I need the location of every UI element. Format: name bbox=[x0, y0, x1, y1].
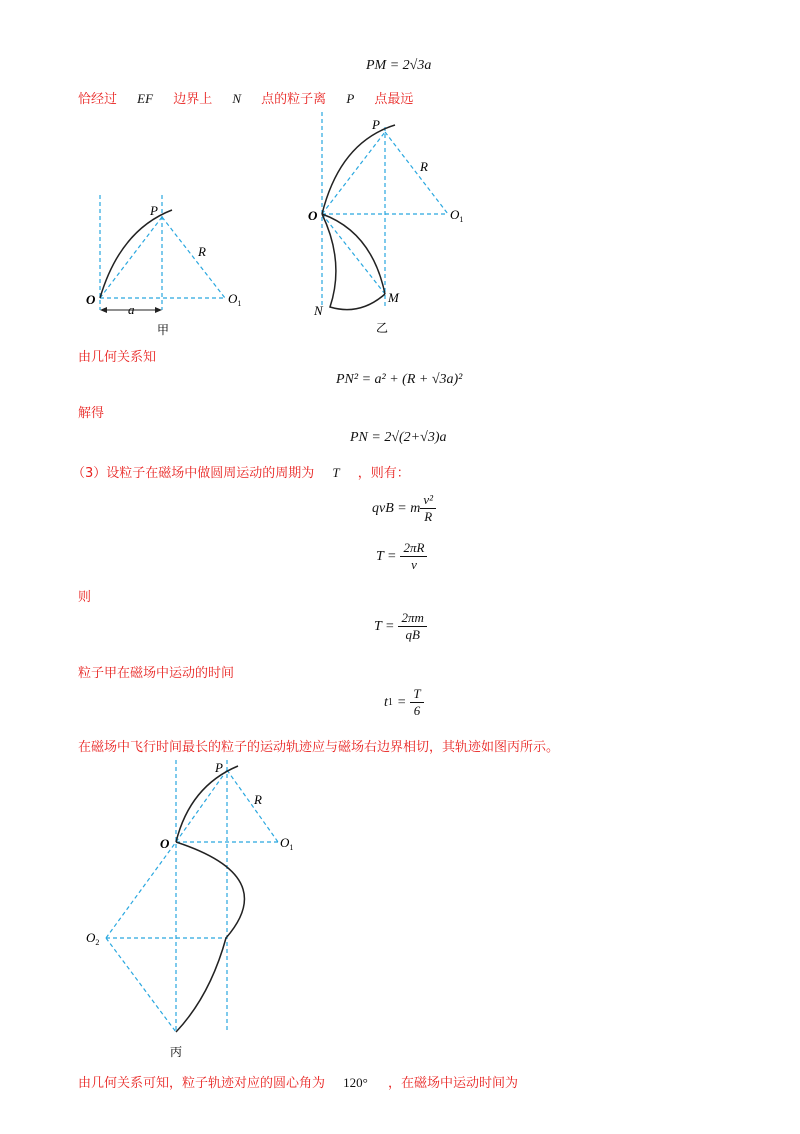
denominator: 6 bbox=[413, 703, 421, 718]
text-longest-trajectory: 在磁场中飞行时间最长的粒子的运动轨迹应与磁场右边界相切，其轨迹如图丙所示。 bbox=[78, 740, 560, 755]
eq-lhs: T = bbox=[374, 618, 395, 634]
text-seg: （3）设粒子在磁场中做圆周运动的周期为 bbox=[72, 466, 315, 481]
eq-sign: = bbox=[396, 694, 407, 710]
caption-bing: 丙 bbox=[170, 1045, 183, 1059]
label-p: P bbox=[215, 760, 223, 775]
dashed-line bbox=[385, 132, 448, 214]
label-o1: $O_1$ bbox=[280, 835, 294, 852]
subscript: 1 bbox=[387, 697, 393, 708]
text-seg: 点最远 bbox=[374, 92, 414, 107]
label-m: M bbox=[388, 290, 399, 305]
trajectory-arc-upper bbox=[176, 766, 238, 842]
figure-bing bbox=[80, 756, 320, 1066]
numerator: v² bbox=[420, 492, 436, 509]
dashed-line bbox=[322, 132, 385, 214]
text-seg: ，在磁场中运动时间为 bbox=[388, 1076, 519, 1091]
dashed-line bbox=[106, 842, 176, 938]
text-seg: 点的粒子离 bbox=[261, 92, 327, 107]
text-geo-relation: 由几何关系知 bbox=[78, 350, 157, 365]
dashed-line bbox=[227, 770, 278, 842]
label-n: N bbox=[314, 303, 323, 318]
fraction bbox=[400, 540, 427, 573]
denominator: v bbox=[411, 557, 417, 572]
dashed-line bbox=[162, 217, 225, 298]
text-line-1 bbox=[78, 88, 413, 107]
trajectory-arc-lower bbox=[322, 214, 385, 310]
caption-yi: 乙 bbox=[376, 321, 389, 335]
fraction bbox=[420, 492, 436, 525]
text-last-line bbox=[78, 1072, 518, 1091]
eq-period-2 bbox=[374, 610, 427, 643]
text-seg: 由几何关系可知，粒子轨迹对应的圆心角为 bbox=[78, 1076, 326, 1091]
var-angle: 120° bbox=[343, 1075, 368, 1090]
var-ef: EF bbox=[137, 91, 154, 106]
dashed-line bbox=[322, 214, 385, 294]
text-seg: 边界上 bbox=[173, 92, 213, 107]
eq-period-1 bbox=[376, 540, 427, 573]
text-particle-jia-time: 粒子甲在磁场中运动的时间 bbox=[78, 666, 235, 681]
denominator: qB bbox=[405, 627, 420, 642]
dashed-line bbox=[176, 770, 227, 842]
eq-lhs: T = bbox=[376, 548, 397, 564]
fraction bbox=[410, 686, 423, 719]
numerator: 2πR bbox=[400, 540, 427, 557]
denominator: R bbox=[424, 509, 433, 524]
var-p: P bbox=[346, 91, 355, 106]
label-o: O bbox=[86, 292, 96, 307]
figure-jia bbox=[80, 190, 260, 340]
dashed-line bbox=[106, 938, 176, 1032]
eq-lhs: t bbox=[384, 694, 388, 710]
eq-lhs: qvB = m bbox=[372, 500, 421, 516]
label-o: O bbox=[308, 208, 318, 223]
text-seg: 恰经过 bbox=[78, 92, 118, 107]
eq-pn: PN = 2√(2+√3)a bbox=[350, 430, 447, 445]
caption-jia: 甲 bbox=[157, 323, 170, 337]
text-line-3 bbox=[72, 462, 410, 481]
arrow-head bbox=[100, 307, 107, 313]
label-r: R bbox=[198, 244, 206, 259]
figure-yi bbox=[300, 112, 490, 337]
dashed-line bbox=[100, 217, 162, 298]
label-r: R bbox=[420, 159, 428, 174]
text-then: 则 bbox=[78, 590, 92, 605]
arrow-head bbox=[155, 307, 162, 313]
label-o: O bbox=[160, 836, 170, 851]
label-r: R bbox=[254, 792, 262, 807]
fraction bbox=[398, 610, 426, 643]
text-solve: 解得 bbox=[78, 406, 105, 421]
label-a: a bbox=[128, 302, 135, 317]
label-p: P bbox=[372, 117, 380, 132]
var-t: T bbox=[332, 465, 340, 480]
label-o1: $O_1$ bbox=[228, 291, 242, 308]
numerator: 2πm bbox=[398, 610, 426, 627]
numerator: T bbox=[410, 686, 423, 703]
trajectory-arc-lower bbox=[176, 842, 244, 1032]
label-o1: $O_1$ bbox=[450, 207, 464, 224]
label-o2: $O_2$ bbox=[86, 930, 100, 947]
eq-t1 bbox=[384, 686, 424, 719]
eq-qvb bbox=[372, 492, 436, 525]
eq-pm: PM = 2√3a bbox=[366, 58, 432, 73]
text-seg: ，则有： bbox=[357, 466, 410, 481]
label-p: P bbox=[150, 203, 158, 218]
var-n: N bbox=[232, 91, 242, 106]
eq-pn-squared: PN² = a² + (R + √3a)² bbox=[336, 372, 463, 387]
